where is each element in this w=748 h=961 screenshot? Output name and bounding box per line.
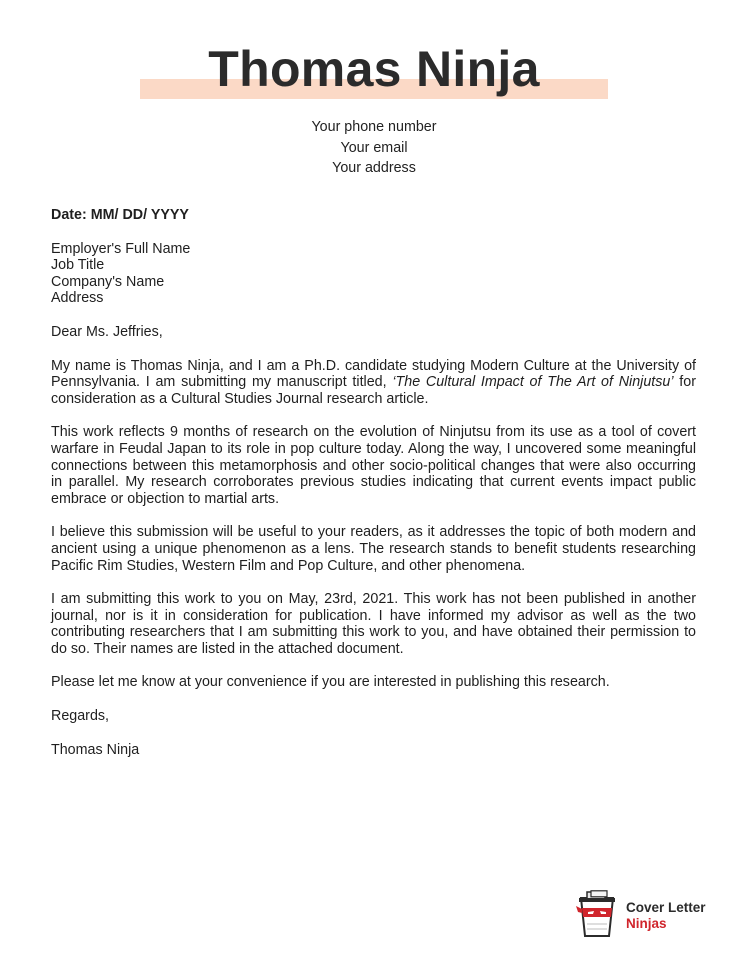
manuscript-title: ‘The Cultural Impact of The Art of Ninjutsu’	[392, 374, 674, 391]
employer-block	[51, 241, 696, 307]
paragraph-request: Please let me know at your convenience if you are interested in publishing this research.	[51, 674, 610, 691]
paragraph-value: I believe this submission will be useful to your readers, as it addresses the topic of both modern and ancient using a unique phenomenon as a lens. The research stands to benefit students researching Pacific Rim Studies, Western Film and Pop Culture, and other phenomena.	[51, 524, 696, 574]
logo-text-ninjas: Ninjas	[626, 916, 667, 931]
salutation: Dear Ms. Jeffries,	[51, 323, 163, 340]
paragraph-intro-start: My name is Thomas Ninja, and I am a Ph.D. candidate studying Modern Culture at the University of Pennsylvania. I am submitting my manuscript titled,	[51, 357, 696, 391]
letter-date: Date: MM/ DD/ YYYY	[51, 207, 189, 223]
employer-job-title: Job Title	[51, 257, 105, 274]
employer-name: Employer's Full Name	[51, 240, 191, 257]
contact-block	[0, 117, 748, 179]
brand-logo	[575, 890, 725, 938]
ninja-cup-icon	[575, 890, 619, 938]
logo-text-cover-letter: Cover Letter	[626, 900, 706, 915]
paragraph-intro-end: for consideration as a Cultural Studies Journal research article.	[51, 374, 696, 407]
contact-phone: Your phone number	[311, 119, 437, 135]
paragraph-research: This work reflects 9 months of research on the evolution of Ninjutsu from its use as a tool of covert warfare in Feudal Japan to its role in pop culture today. Along the way, I uncovered some meaningful connections between this metamorphosis and other socio-political changes that were also occurring in parallel. My research corroborates previous studies indicating that current events impact public embrace or objection to martial arts.	[51, 424, 696, 507]
contact-email: Your email	[340, 139, 408, 156]
paragraph-intro	[51, 358, 696, 408]
employer-address: Address	[51, 290, 104, 307]
letter-body	[51, 207, 696, 758]
signature: Thomas Ninja	[51, 741, 140, 758]
closing: Regards,	[51, 708, 110, 725]
employer-company: Company's Name	[51, 273, 165, 290]
contact-address: Your address	[332, 160, 416, 177]
paragraph-submission: I am submitting this work to you on May, 23rd, 2021. This work has not been published in another journal, nor is it in consideration for publication. I have informed my advisor as well as the two contributing researchers that I am submitting this work to you, and have obtained their permission to do so. Their names are listed in the attached document.	[51, 591, 696, 657]
applicant-name: Thomas Ninja	[208, 41, 540, 97]
